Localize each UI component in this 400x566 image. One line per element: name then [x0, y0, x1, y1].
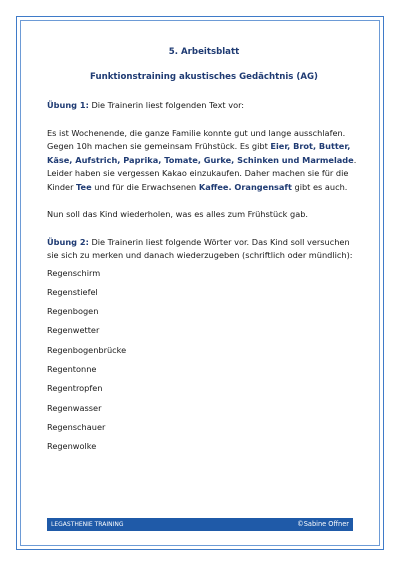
exercise1-followup: Nun soll das Kind wiederholen, was es alles zum Frühstück gab. — [47, 209, 309, 219]
footer-copyright: ©Sabine Offner — [297, 520, 349, 528]
word-list-item: Regenstiefel — [47, 286, 98, 297]
word-list-item: Regentonne — [47, 363, 97, 374]
story-text-4: gibt es auch. — [291, 181, 348, 192]
story-keywords-food: Eier, Brot, Butter, Käse, Aufstrich, Paprika, Tomate, Gurke, Schinken und Marmelade — [47, 141, 354, 165]
word-list-item: Regenbogen — [47, 306, 99, 317]
word-list-item: Regenwasser — [47, 402, 102, 413]
exercise1-story — [47, 127, 361, 195]
word-list-item: Regenschirm — [47, 267, 101, 278]
word-list-item: Regenschauer — [47, 421, 106, 432]
footer-left-text: LEGASTHENIE TRAINING — [51, 521, 124, 528]
word-list-item: Regenwetter — [47, 325, 100, 336]
footer-bar — [47, 518, 353, 531]
worksheet-subtitle: Funktionstraining akustisches Gedächtnis (AG) — [90, 71, 318, 82]
exercise1-instruction: Die Trainerin liest folgenden Text vor: — [88, 100, 245, 110]
word-list-item: Regenbogenbrücke — [47, 344, 127, 355]
word-list-item: Regentropfen — [47, 383, 103, 394]
story-keywords-drinks: Kaffee. Orangensaft — [198, 181, 292, 192]
word-list — [47, 267, 361, 460]
story-text-3: und für die Erwachsenen — [91, 181, 199, 192]
story-keyword-tea: Tee — [76, 181, 92, 192]
story-text-1: Es ist Wochenende, die ganze Familie konnte gut und lange ausschlafen. Gegen 10h machen sie gemeinsam Frühstück. Es gibt — [47, 127, 346, 151]
exercise1-heading — [47, 99, 361, 113]
exercise2-label: Übung 2: — [47, 236, 89, 247]
worksheet-title: 5. Arbeitsblatt — [168, 47, 240, 57]
exercise2-heading — [47, 236, 361, 263]
worksheet-content — [47, 46, 361, 459]
exercise2-instruction: Die Trainerin liest folgende Wörter vor. Das Kind soll versuchen sie sich zu merken und danach wiederzugeben (schriftlich oder mündlich): — [47, 236, 353, 260]
story-text-2: . Leider haben sie vergessen Kakao einzukaufen. Daher machen sie für die Kinder — [47, 154, 357, 192]
word-list-item: Regenwolke — [47, 441, 97, 452]
exercise1-label: Übung 1: — [47, 100, 89, 110]
